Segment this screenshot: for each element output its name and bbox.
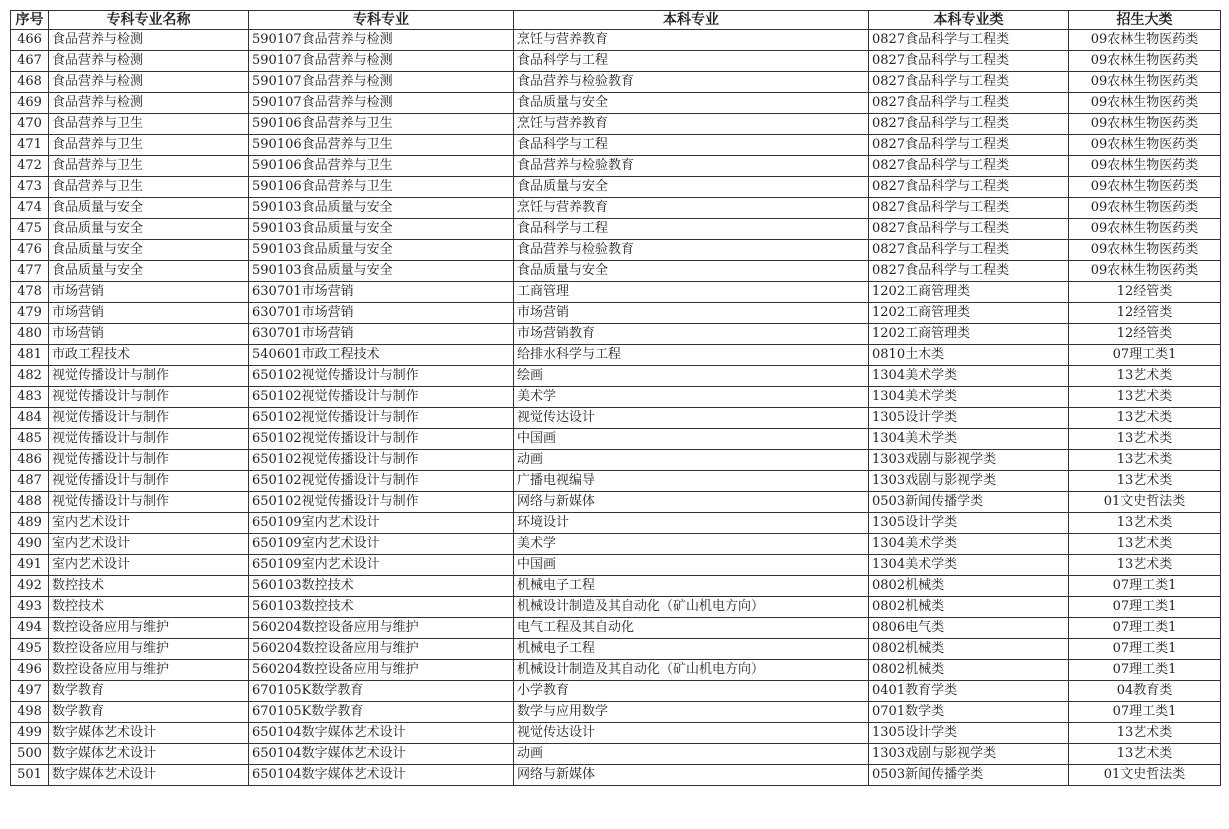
cell-associate-major: 650102视觉传播设计与制作: [249, 492, 514, 513]
table-row: [11, 177, 1221, 198]
cell-bachelor-type: 0503新闻传播学类: [869, 492, 1069, 513]
cell-associate-name: 数控技术: [49, 576, 249, 597]
cell-enrollment-category: 12经管类: [1069, 303, 1221, 324]
cell-bachelor-type: 0827食品科学与工程类: [869, 198, 1069, 219]
cell-bachelor-major: 给排水科学与工程: [514, 345, 869, 366]
cell-bachelor-type: 0827食品科学与工程类: [869, 261, 1069, 282]
table-row: [11, 72, 1221, 93]
cell-index: 471: [11, 135, 49, 156]
cell-associate-major: 630701市场营销: [249, 282, 514, 303]
cell-index: 497: [11, 681, 49, 702]
table-row: [11, 51, 1221, 72]
cell-associate-name: 室内艺术设计: [49, 555, 249, 576]
cell-index: 499: [11, 723, 49, 744]
cell-bachelor-major: 食品营养与检验教育: [514, 240, 869, 261]
cell-bachelor-major: 视觉传达设计: [514, 723, 869, 744]
cell-bachelor-major: 网络与新媒体: [514, 765, 869, 786]
cell-enrollment-category: 13艺术类: [1069, 387, 1221, 408]
cell-enrollment-category: 12经管类: [1069, 282, 1221, 303]
table-row: [11, 660, 1221, 681]
cell-associate-name: 室内艺术设计: [49, 534, 249, 555]
cell-associate-name: 食品营养与卫生: [49, 177, 249, 198]
cell-associate-name: 食品营养与检测: [49, 51, 249, 72]
cell-enrollment-category: 09农林生物医药类: [1069, 135, 1221, 156]
header-enrollment-category: 招生大类: [1069, 11, 1221, 30]
cell-bachelor-major: 烹饪与营养教育: [514, 30, 869, 51]
cell-enrollment-category: 13艺术类: [1069, 723, 1221, 744]
cell-associate-major: 590103食品质量与安全: [249, 261, 514, 282]
cell-bachelor-type: 0827食品科学与工程类: [869, 72, 1069, 93]
cell-index: 474: [11, 198, 49, 219]
table-row: [11, 534, 1221, 555]
cell-bachelor-major: 美术学: [514, 387, 869, 408]
cell-index: 495: [11, 639, 49, 660]
cell-index: 488: [11, 492, 49, 513]
cell-associate-name: 食品质量与安全: [49, 240, 249, 261]
cell-associate-major: 560103数控技术: [249, 597, 514, 618]
table-row: [11, 765, 1221, 786]
cell-bachelor-type: 1303戏剧与影视学类: [869, 744, 1069, 765]
cell-associate-major: 630701市场营销: [249, 303, 514, 324]
cell-index: 491: [11, 555, 49, 576]
cell-bachelor-type: 1305设计学类: [869, 408, 1069, 429]
cell-bachelor-type: 0827食品科学与工程类: [869, 93, 1069, 114]
cell-bachelor-major: 食品营养与检验教育: [514, 72, 869, 93]
cell-index: 475: [11, 219, 49, 240]
cell-associate-major: 650102视觉传播设计与制作: [249, 450, 514, 471]
cell-bachelor-type: 1304美术学类: [869, 534, 1069, 555]
cell-bachelor-type: 0802机械类: [869, 576, 1069, 597]
cell-bachelor-major: 机械电子工程: [514, 576, 869, 597]
cell-bachelor-major: 工商管理: [514, 282, 869, 303]
cell-enrollment-category: 12经管类: [1069, 324, 1221, 345]
cell-associate-major: 590106食品营养与卫生: [249, 114, 514, 135]
cell-associate-major: 560103数控技术: [249, 576, 514, 597]
cell-associate-name: 视觉传播设计与制作: [49, 408, 249, 429]
table-row: [11, 723, 1221, 744]
cell-index: 470: [11, 114, 49, 135]
cell-associate-name: 食品营养与卫生: [49, 156, 249, 177]
cell-associate-name: 视觉传播设计与制作: [49, 492, 249, 513]
cell-associate-major: 650102视觉传播设计与制作: [249, 387, 514, 408]
cell-bachelor-type: 0401教育学类: [869, 681, 1069, 702]
cell-bachelor-major: 食品营养与检验教育: [514, 156, 869, 177]
cell-bachelor-type: 0827食品科学与工程类: [869, 177, 1069, 198]
cell-enrollment-category: 07理工类1: [1069, 597, 1221, 618]
cell-associate-name: 市场营销: [49, 282, 249, 303]
table-row: [11, 576, 1221, 597]
cell-associate-major: 590106食品营养与卫生: [249, 156, 514, 177]
cell-bachelor-type: 0802机械类: [869, 597, 1069, 618]
cell-associate-name: 视觉传播设计与制作: [49, 471, 249, 492]
cell-enrollment-category: 13艺术类: [1069, 408, 1221, 429]
cell-bachelor-major: 网络与新媒体: [514, 492, 869, 513]
cell-enrollment-category: 13艺术类: [1069, 744, 1221, 765]
cell-enrollment-category: 09农林生物医药类: [1069, 261, 1221, 282]
cell-associate-major: 590103食品质量与安全: [249, 198, 514, 219]
cell-bachelor-type: 0810土木类: [869, 345, 1069, 366]
cell-bachelor-major: 中国画: [514, 555, 869, 576]
cell-enrollment-category: 07理工类1: [1069, 618, 1221, 639]
table-row: [11, 555, 1221, 576]
table-row: [11, 114, 1221, 135]
cell-bachelor-type: 0827食品科学与工程类: [869, 135, 1069, 156]
cell-bachelor-type: 1303戏剧与影视学类: [869, 471, 1069, 492]
cell-index: 473: [11, 177, 49, 198]
cell-enrollment-category: 07理工类1: [1069, 639, 1221, 660]
cell-bachelor-type: 0802机械类: [869, 639, 1069, 660]
cell-enrollment-category: 09农林生物医药类: [1069, 198, 1221, 219]
cell-index: 487: [11, 471, 49, 492]
cell-associate-major: 560204数控设备应用与维护: [249, 660, 514, 681]
table-row: [11, 492, 1221, 513]
header-associate-major: 专科专业: [249, 11, 514, 30]
cell-index: 468: [11, 72, 49, 93]
cell-enrollment-category: 13艺术类: [1069, 450, 1221, 471]
cell-index: 476: [11, 240, 49, 261]
cell-associate-name: 数字媒体艺术设计: [49, 723, 249, 744]
cell-associate-name: 数字媒体艺术设计: [49, 744, 249, 765]
cell-enrollment-category: 13艺术类: [1069, 366, 1221, 387]
cell-enrollment-category: 09农林生物医药类: [1069, 51, 1221, 72]
table-row: [11, 681, 1221, 702]
table-row: [11, 366, 1221, 387]
cell-bachelor-type: 1304美术学类: [869, 366, 1069, 387]
table-row: [11, 618, 1221, 639]
cell-associate-name: 食品营养与卫生: [49, 114, 249, 135]
cell-enrollment-category: 07理工类1: [1069, 702, 1221, 723]
cell-index: 472: [11, 156, 49, 177]
cell-bachelor-major: 数学与应用数学: [514, 702, 869, 723]
cell-bachelor-major: 食品科学与工程: [514, 219, 869, 240]
cell-index: 467: [11, 51, 49, 72]
table-row: [11, 450, 1221, 471]
cell-bachelor-type: 1202工商管理类: [869, 282, 1069, 303]
table-row: [11, 135, 1221, 156]
cell-associate-major: 670105K数学教育: [249, 681, 514, 702]
header-index: 序号: [11, 11, 49, 30]
cell-index: 489: [11, 513, 49, 534]
cell-bachelor-type: 1305设计学类: [869, 513, 1069, 534]
table-row: [11, 744, 1221, 765]
table-row: [11, 429, 1221, 450]
table-row: [11, 282, 1221, 303]
cell-index: 485: [11, 429, 49, 450]
cell-associate-major: 630701市场营销: [249, 324, 514, 345]
cell-bachelor-major: 机械设计制造及其自动化（矿山机电方向）: [514, 597, 869, 618]
cell-associate-major: 590107食品营养与检测: [249, 93, 514, 114]
cell-enrollment-category: 09农林生物医药类: [1069, 72, 1221, 93]
cell-enrollment-category: 07理工类1: [1069, 660, 1221, 681]
cell-associate-name: 食品营养与检测: [49, 72, 249, 93]
cell-associate-name: 数控设备应用与维护: [49, 639, 249, 660]
cell-bachelor-major: 食品科学与工程: [514, 135, 869, 156]
cell-bachelor-type: 0827食品科学与工程类: [869, 114, 1069, 135]
table-row: [11, 93, 1221, 114]
cell-enrollment-category: 07理工类1: [1069, 345, 1221, 366]
cell-associate-major: 650104数字媒体艺术设计: [249, 744, 514, 765]
header-associate-name: 专科专业名称: [49, 11, 249, 30]
cell-index: 484: [11, 408, 49, 429]
cell-associate-major: 650109室内艺术设计: [249, 534, 514, 555]
cell-enrollment-category: 09农林生物医药类: [1069, 93, 1221, 114]
cell-associate-major: 590103食品质量与安全: [249, 240, 514, 261]
cell-bachelor-major: 视觉传达设计: [514, 408, 869, 429]
cell-enrollment-category: 01文史哲法类: [1069, 492, 1221, 513]
cell-index: 469: [11, 93, 49, 114]
cell-associate-major: 650109室内艺术设计: [249, 555, 514, 576]
cell-bachelor-major: 绘画: [514, 366, 869, 387]
cell-associate-name: 食品质量与安全: [49, 219, 249, 240]
cell-index: 482: [11, 366, 49, 387]
cell-associate-name: 数控设备应用与维护: [49, 618, 249, 639]
cell-index: 481: [11, 345, 49, 366]
cell-bachelor-type: 1202工商管理类: [869, 303, 1069, 324]
cell-index: 479: [11, 303, 49, 324]
cell-enrollment-category: 04教育类: [1069, 681, 1221, 702]
cell-associate-major: 590106食品营养与卫生: [249, 135, 514, 156]
cell-bachelor-type: 0827食品科学与工程类: [869, 219, 1069, 240]
table-row: [11, 387, 1221, 408]
cell-bachelor-type: 0503新闻传播学类: [869, 765, 1069, 786]
cell-bachelor-major: 环境设计: [514, 513, 869, 534]
cell-bachelor-type: 0827食品科学与工程类: [869, 30, 1069, 51]
cell-index: 494: [11, 618, 49, 639]
cell-associate-name: 数字媒体艺术设计: [49, 765, 249, 786]
cell-index: 500: [11, 744, 49, 765]
cell-associate-name: 数控技术: [49, 597, 249, 618]
cell-associate-major: 670105K数学教育: [249, 702, 514, 723]
cell-index: 492: [11, 576, 49, 597]
table-row: [11, 198, 1221, 219]
cell-bachelor-type: 0827食品科学与工程类: [869, 156, 1069, 177]
cell-associate-name: 市场营销: [49, 303, 249, 324]
cell-bachelor-major: 动画: [514, 744, 869, 765]
cell-associate-major: 650104数字媒体艺术设计: [249, 723, 514, 744]
cell-associate-major: 590107食品营养与检测: [249, 30, 514, 51]
table-row: [11, 30, 1221, 51]
table-body: [11, 30, 1221, 786]
cell-enrollment-category: 09农林生物医药类: [1069, 177, 1221, 198]
table-row: [11, 597, 1221, 618]
cell-associate-name: 视觉传播设计与制作: [49, 387, 249, 408]
cell-bachelor-type: 1305设计学类: [869, 723, 1069, 744]
cell-associate-name: 市场营销: [49, 324, 249, 345]
table-row: [11, 303, 1221, 324]
table-row: [11, 324, 1221, 345]
cell-associate-major: 560204数控设备应用与维护: [249, 639, 514, 660]
cell-associate-major: 590103食品质量与安全: [249, 219, 514, 240]
cell-bachelor-major: 市场营销: [514, 303, 869, 324]
cell-enrollment-category: 09农林生物医药类: [1069, 114, 1221, 135]
cell-associate-name: 数控设备应用与维护: [49, 660, 249, 681]
cell-bachelor-type: 0701数学类: [869, 702, 1069, 723]
major-mapping-table: [10, 10, 1221, 786]
cell-index: 486: [11, 450, 49, 471]
table-row: [11, 261, 1221, 282]
cell-associate-name: 食品质量与安全: [49, 261, 249, 282]
cell-enrollment-category: 09农林生物医药类: [1069, 30, 1221, 51]
cell-associate-name: 视觉传播设计与制作: [49, 366, 249, 387]
cell-bachelor-major: 市场营销教育: [514, 324, 869, 345]
cell-bachelor-major: 动画: [514, 450, 869, 471]
cell-bachelor-major: 食品质量与安全: [514, 93, 869, 114]
cell-index: 496: [11, 660, 49, 681]
cell-bachelor-type: 0827食品科学与工程类: [869, 51, 1069, 72]
cell-associate-major: 590106食品营养与卫生: [249, 177, 514, 198]
cell-associate-major: 650102视觉传播设计与制作: [249, 471, 514, 492]
cell-index: 493: [11, 597, 49, 618]
cell-associate-name: 数学教育: [49, 681, 249, 702]
cell-bachelor-type: 0827食品科学与工程类: [869, 240, 1069, 261]
cell-bachelor-major: 小学教育: [514, 681, 869, 702]
cell-bachelor-type: 0806电气类: [869, 618, 1069, 639]
cell-enrollment-category: 01文史哲法类: [1069, 765, 1221, 786]
cell-bachelor-type: 1304美术学类: [869, 387, 1069, 408]
cell-index: 466: [11, 30, 49, 51]
cell-associate-name: 食品营养与检测: [49, 30, 249, 51]
cell-index: 483: [11, 387, 49, 408]
cell-bachelor-major: 中国画: [514, 429, 869, 450]
cell-bachelor-major: 美术学: [514, 534, 869, 555]
cell-enrollment-category: 13艺术类: [1069, 534, 1221, 555]
cell-associate-major: 650104数字媒体艺术设计: [249, 765, 514, 786]
cell-bachelor-major: 机械设计制造及其自动化（矿山机电方向）: [514, 660, 869, 681]
cell-enrollment-category: 09农林生物医药类: [1069, 156, 1221, 177]
cell-bachelor-major: 广播电视编导: [514, 471, 869, 492]
table-row: [11, 240, 1221, 261]
table-row: [11, 156, 1221, 177]
cell-bachelor-major: 食品科学与工程: [514, 51, 869, 72]
cell-associate-name: 市政工程技术: [49, 345, 249, 366]
cell-enrollment-category: 13艺术类: [1069, 429, 1221, 450]
cell-index: 480: [11, 324, 49, 345]
cell-bachelor-major: 电气工程及其自动化: [514, 618, 869, 639]
cell-bachelor-type: 1303戏剧与影视学类: [869, 450, 1069, 471]
cell-associate-name: 数学教育: [49, 702, 249, 723]
table-row: [11, 345, 1221, 366]
cell-index: 490: [11, 534, 49, 555]
cell-bachelor-type: 0802机械类: [869, 660, 1069, 681]
cell-bachelor-type: 1202工商管理类: [869, 324, 1069, 345]
table-header: [11, 11, 1221, 30]
cell-associate-major: 540601市政工程技术: [249, 345, 514, 366]
document-sheet: [10, 10, 1220, 786]
cell-bachelor-major: 食品质量与安全: [514, 177, 869, 198]
cell-associate-name: 视觉传播设计与制作: [49, 450, 249, 471]
cell-associate-major: 650102视觉传播设计与制作: [249, 429, 514, 450]
cell-index: 501: [11, 765, 49, 786]
table-row: [11, 639, 1221, 660]
cell-associate-major: 650102视觉传播设计与制作: [249, 408, 514, 429]
cell-index: 478: [11, 282, 49, 303]
cell-enrollment-category: 07理工类1: [1069, 576, 1221, 597]
cell-bachelor-type: 1304美术学类: [869, 555, 1069, 576]
cell-enrollment-category: 09农林生物医药类: [1069, 219, 1221, 240]
cell-associate-name: 食品质量与安全: [49, 198, 249, 219]
cell-associate-major: 590107食品营养与检测: [249, 51, 514, 72]
cell-associate-name: 视觉传播设计与制作: [49, 429, 249, 450]
cell-enrollment-category: 13艺术类: [1069, 513, 1221, 534]
table-row: [11, 408, 1221, 429]
cell-associate-name: 食品营养与卫生: [49, 135, 249, 156]
cell-associate-name: 室内艺术设计: [49, 513, 249, 534]
table-row: [11, 219, 1221, 240]
cell-enrollment-category: 09农林生物医药类: [1069, 240, 1221, 261]
table-row: [11, 471, 1221, 492]
cell-bachelor-type: 1304美术学类: [869, 429, 1069, 450]
cell-index: 498: [11, 702, 49, 723]
cell-bachelor-major: 机械电子工程: [514, 639, 869, 660]
cell-associate-name: 食品营养与检测: [49, 93, 249, 114]
cell-enrollment-category: 13艺术类: [1069, 555, 1221, 576]
table-row: [11, 702, 1221, 723]
cell-associate-major: 560204数控设备应用与维护: [249, 618, 514, 639]
header-row: [11, 11, 1221, 30]
cell-associate-major: 650102视觉传播设计与制作: [249, 366, 514, 387]
cell-bachelor-major: 烹饪与营养教育: [514, 114, 869, 135]
cell-enrollment-category: 13艺术类: [1069, 471, 1221, 492]
header-bachelor-type: 本科专业类: [869, 11, 1069, 30]
cell-bachelor-major: 食品质量与安全: [514, 261, 869, 282]
cell-associate-major: 590107食品营养与检测: [249, 72, 514, 93]
table-row: [11, 513, 1221, 534]
cell-index: 477: [11, 261, 49, 282]
header-bachelor-major: 本科专业: [514, 11, 869, 30]
cell-associate-major: 650109室内艺术设计: [249, 513, 514, 534]
cell-bachelor-major: 烹饪与营养教育: [514, 198, 869, 219]
